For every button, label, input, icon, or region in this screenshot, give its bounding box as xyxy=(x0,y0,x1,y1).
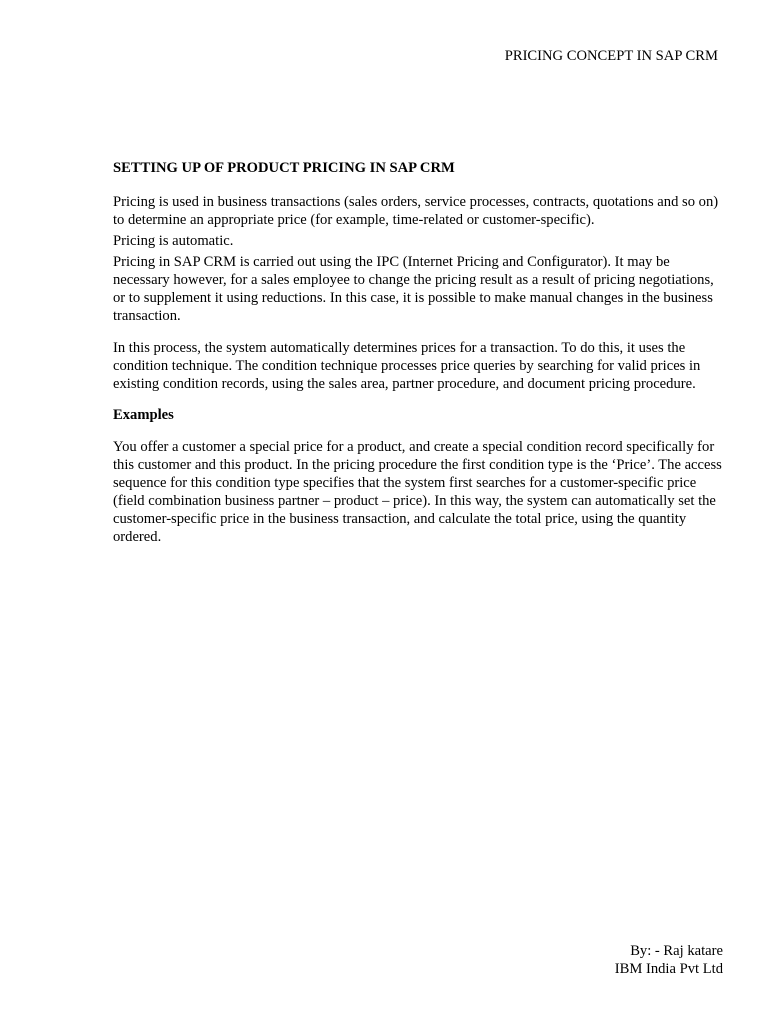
section-heading: SETTING UP OF PRODUCT PRICING IN SAP CRM xyxy=(113,160,455,176)
paragraph-examples: You offer a customer a special price for a product, and create a special condition record specifically for this customer and this product. In the pricing procedure the first condition type is the ‘Price’. The access sequence for this condition type specifies that the system first searches for a customer-specific price (field combination business partner – product – price). In this way, the system can automatically set the customer-specific price in the business transaction, and calculate the total price, using the quantity ordered. xyxy=(113,439,722,545)
page-header-title: PRICING CONCEPT IN SAP CRM xyxy=(504,48,718,64)
paragraph-pricing-automatic: Pricing is automatic. xyxy=(113,233,234,249)
page-footer xyxy=(615,942,723,978)
paragraph-pricing-ipc: Pricing in SAP CRM is carried out using the IPC (Internet Pricing and Configurator). It may be necessary however, for a sales employee to change the pricing result as a result of pricing negotiations, or to supplement it using reductions. In this case, it is possible to make manual changes in the business transaction. xyxy=(113,254,714,324)
paragraph-condition-technique: In this process, the system automatically determines prices for a transaction. To do this, it uses the condition technique. The condition technique processes price queries by searching for valid prices in existing condition records, using the sales area, partner procedure, and document pricing procedure. xyxy=(113,340,701,392)
footer-company: IBM India Pvt Ltd xyxy=(614,961,723,977)
examples-heading: Examples xyxy=(113,407,174,423)
paragraph-pricing-usage: Pricing is used in business transactions (sales orders, service processes, contracts, quotations and so on) to determine an appropriate price (for example, time-related or customer-specific). xyxy=(113,194,719,228)
footer-author: By: - Raj katare xyxy=(630,943,723,959)
document-content xyxy=(113,159,723,549)
